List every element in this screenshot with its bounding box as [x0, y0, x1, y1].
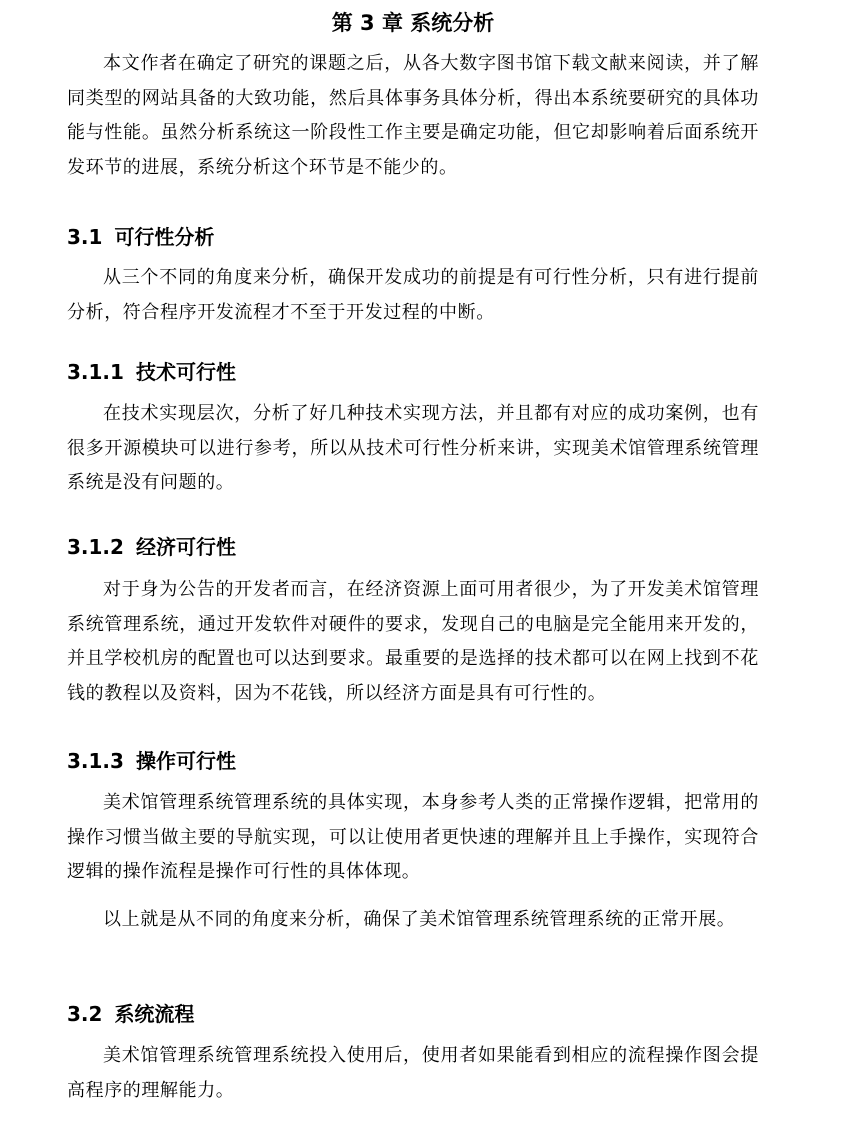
chapter-title: 第 3 章 系统分析 [331, 11, 495, 35]
section-3-1-paragraph: 从三个不同的角度来分析，确保开发成功的前提是有可行性分析，只有进行提前分析，符合程序开发流程才不至于开发过程的中断。 [67, 267, 759, 323]
section-number: 3.1.2 [67, 535, 124, 559]
section-3-1-3-summary-paragraph: 以上就是从不同的角度来分析，确保了美术馆管理系统管理系统的正常开展。 [103, 909, 736, 930]
section-number: 3.2 [67, 1002, 103, 1026]
section-3-1-1-paragraph: 在技术实现层次，分析了好几种技术实现方法，并且都有对应的成功案例，也有很多开源模块可以进行参考，所以从技术可行性分析来讲，实现美术馆管理系统管理系统是没有问题的。 [67, 403, 759, 494]
section-number: 3.1.3 [67, 749, 124, 773]
section-number: 3.1 [67, 225, 103, 249]
section-3-1-2-heading [67, 532, 236, 562]
section-3-1-2-paragraph: 对于身为公告的开发者而言，在经济资源上面可用者很少，为了开发美术馆管理系统管理系统，通过开发软件对硬件的要求，发现自己的电脑是完全能用来开发的，并且学校机房的配置也可以达到要求。最重要的是选择的技术都可以在网上找到不花钱的教程以及资料，因为不花钱，所以经济方面是具有可行性的。 [67, 579, 759, 704]
section-3-1-3-heading [67, 746, 236, 776]
section-title: 技术可行性 [135, 360, 236, 384]
section-3-1-3-paragraph: 美术馆管理系统管理系统的具体实现，本身参考人类的正常操作逻辑，把常用的操作习惯当做主要的导航实现，可以让使用者更快速的理解并且上手操作，实现符合逻辑的操作流程是操作可行性的具体体现。 [67, 792, 759, 883]
section-title: 系统流程 [114, 1002, 195, 1026]
section-3-2-heading [67, 999, 194, 1029]
section-number: 3.1.1 [67, 360, 124, 384]
section-title: 操作可行性 [135, 749, 236, 773]
section-3-1-1-heading [67, 357, 236, 387]
section-title: 可行性分析 [114, 225, 215, 249]
chapter-intro-paragraph: 本文作者在确定了研究的课题之后，从各大数字图书馆下载文献来阅读，并了解同类型的网站具备的大致功能，然后具体事务具体分析，得出本系统要研究的具体功能与性能。虽然分析系统这一阶段性工作主要是确定功能，但它却影响着后面系统开发环节的进展，系统分析这个环节是不能少的。 [67, 53, 759, 178]
section-3-2-paragraph: 美术馆管理系统管理系统投入使用后，使用者如果能看到相应的流程操作图会提高程序的理解能力。 [67, 1045, 759, 1101]
section-title: 经济可行性 [135, 535, 236, 559]
section-3-1-heading [67, 222, 214, 252]
